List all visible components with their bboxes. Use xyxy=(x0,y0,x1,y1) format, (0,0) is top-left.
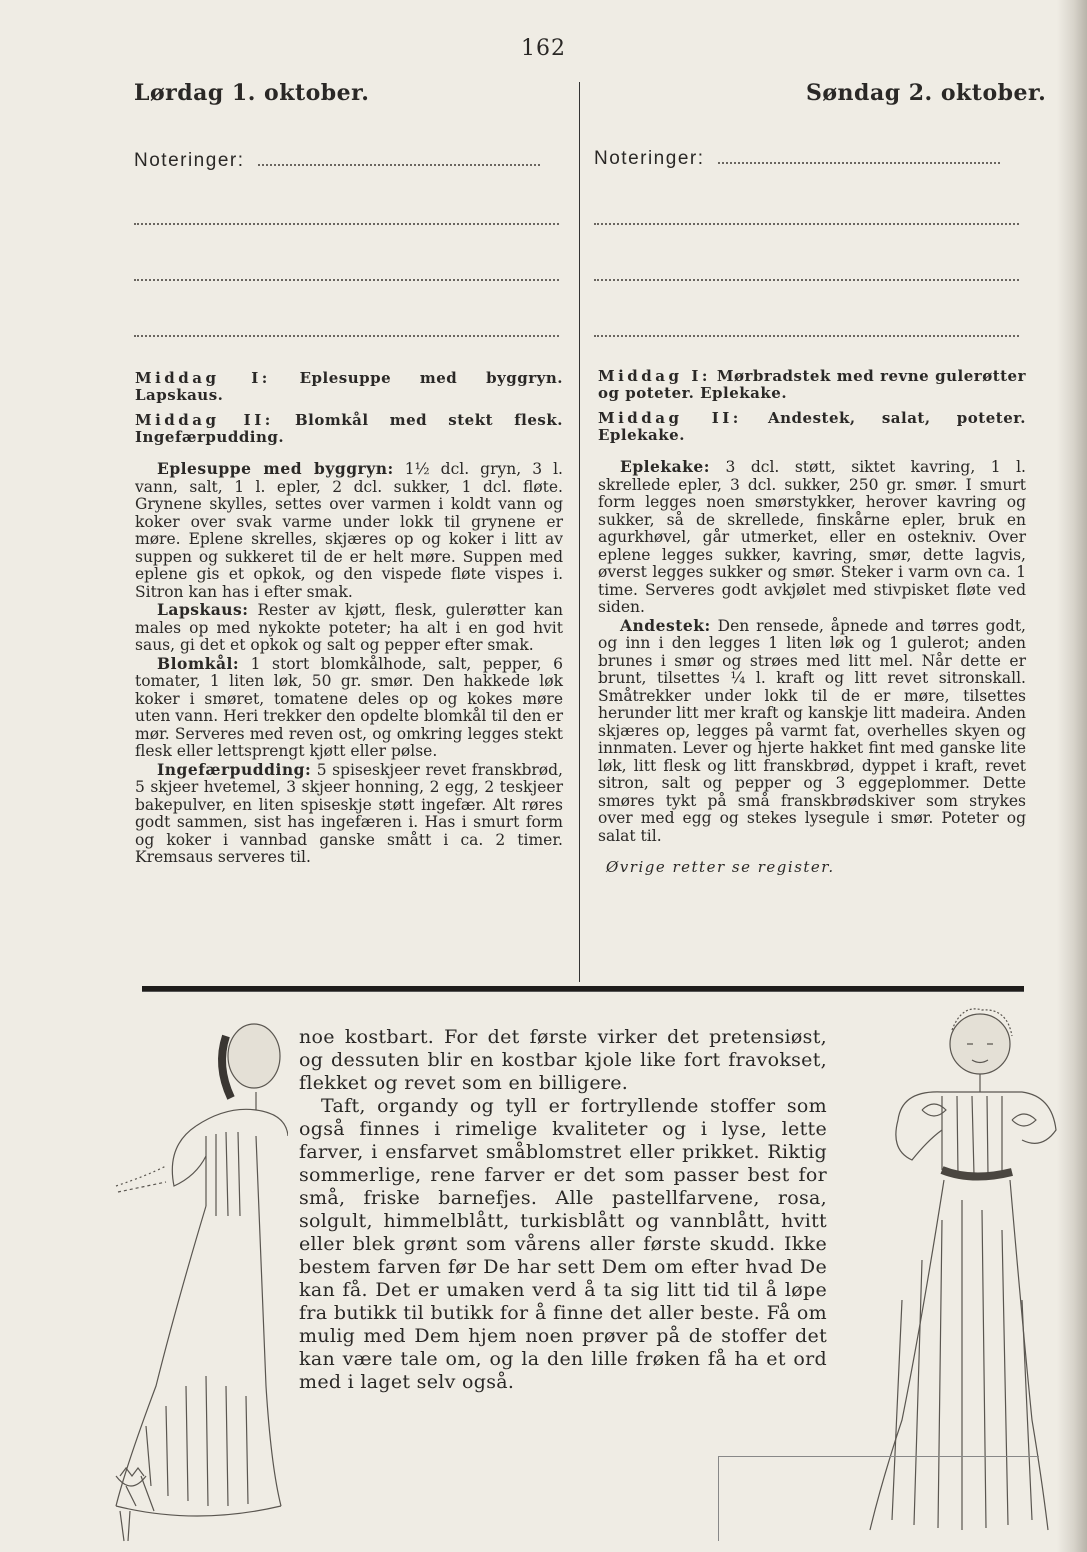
page-edge-shadow xyxy=(1057,0,1087,1552)
sunday-notes xyxy=(594,148,1019,337)
sunday-menu-1: Middag I: Mørbradstek med revne gulerøtter og poteter. Eplekake. xyxy=(598,367,1026,402)
sunday-column xyxy=(598,368,1026,892)
recipe-eplekake: Eplekake: 3 dcl. støtt, siktet kavring, 1 l. skrellede epler, 3 dcl. sukker, 250 gr. smør. I smurt form legges noen smørstykker, herover kavring og sukker, så de skrellede, finskårne epler, bruk en agurkhøvel, går utmerket, eller en ostekniv. Over eplene legges sukker, kavring, smør, dette lagvis, øverst legges sukker og smør. Steker i varm ovn ca. 1 time. Serveres godt avkjølet med stivpisket fløte ved siden. xyxy=(598,457,1026,616)
notes-dotted-line xyxy=(258,163,540,166)
page-number: 162 xyxy=(521,36,566,61)
recipe-lapskaus: Lapskaus: Rester av kjøtt, flesk, gulerøtter kan males op med nykokte poteter; ha alt i en god hvit saus, gi det et opkok og salt og pepper efter smak. xyxy=(135,600,564,654)
saturday-notes xyxy=(134,150,559,337)
girl-dress-illustration-left xyxy=(56,1006,288,1546)
notes-dotted-line xyxy=(594,222,1019,225)
saturday-column xyxy=(135,370,563,867)
notes-dotted-line xyxy=(134,278,559,281)
saturday-menu-1: Middag I: Eplesuppe med byggryn. Lapskaus. xyxy=(135,369,563,404)
article-paragraph-1: noe kostbart. For det første virker det pretensiøst, og dessuten blir en kostbar kjole like fort fravokset, flekket og revet som en billigere. xyxy=(299,1026,827,1094)
sunday-menu-2: Middag II: Andestek, salat, poteter. Eplekake. xyxy=(598,409,1026,444)
recipe-blomkal: Blomkål: 1 stort blomkålhode, salt, pepper, 6 tomater, 1 liten løk, 50 gr. smør. Den hakkede løk koker i smøret, tomatene deles op og kokes møre uten vann. Heri trekker den opdelte blomkål til den er mør. Serveres med reven ost, og omkring legges stekt flesk eller lettsprengt kjøtt eller pølse. xyxy=(135,653,563,760)
recipe-ingefaerpudding: Ingefærpudding: 5 spiseskjeer revet franskbrød, 5 skjeer hvetemel, 3 skjeer honning, 2 egg, 2 teskjeer bakepulver, en liten spiseskje støtt ingefær. Alt røres godt sammen, sist has ingefæren i. Has i smurt form og koker i vannbad ganske smått i ca. 2 timer. Kremsaus serveres til. xyxy=(135,759,563,866)
saturday-title: Lørdag 1. oktober. xyxy=(134,80,370,106)
notes-dotted-line xyxy=(134,334,559,337)
saturday-menu-2: Middag II: Blomkål med stekt flesk. Ingefærpudding. xyxy=(135,411,563,446)
corner-frame xyxy=(718,1456,1039,1541)
notes-dotted-line xyxy=(134,222,559,225)
notes-dotted-line xyxy=(594,278,1019,281)
notes-dotted-line xyxy=(594,334,1019,337)
sunday-notes-label: Noteringer: xyxy=(594,148,705,169)
notes-dotted-line xyxy=(718,161,1000,164)
article-text xyxy=(299,1026,827,1394)
register-footnote: Øvrige retter se register. xyxy=(606,858,835,876)
column-divider xyxy=(579,82,580,982)
article-paragraph-2: Taft, organdy og tyll er fortryllende stoffer som også finnes i rimelige kvaliteter og i lyse, lette farver, i ensfarvet småblomstret eller prikket. Riktig sommerlige, rene farver er det som passer best for små, friske barnefjes. Alle pastellfarvene, rosa, solgult, himmelblått, turkisblått og vannblått, hvitt eller blek grønt som vårens aller første skudd. Ikke bestem farven før De har sett Dem om efter hvad De kan få. Det er umaken verd å ta sig litt tid til å løpe fra butikk til butikk for å finne det aller beste. Få om mulig med Dem hjem noen prøver på de stoffer det kan være tale om, og la den lille frøken få ha et ord med i laget selv også. xyxy=(299,1095,827,1393)
section-rule xyxy=(142,986,1024,992)
saturday-notes-label: Noteringer: xyxy=(134,150,245,171)
sunday-title: Søndag 2. oktober. xyxy=(806,80,1047,106)
recipe-andestek: Andestek: Den rensede, åpnede and tørres godt, og inn i den legges 1 liten løk og 1 gulerot; anden brunes i smør og strøes med litt mel. Når dette er brunt, tilsettes ¼ l. kraft og litt revet sitronskall. Småtrekker under lokk til de er møre, tilsettes herunder litt mer kraft og kanskje litt madeira. Anden skjæres op, legges på varmt fat, overhelles skyen og innmaten. Lever og hjerte hakket fint med ganske lite løk, litt flesk og litt franskbrød, dyppet i kraft, revet sitron, salt og pepper og 3 eggeplommer. Dette smøres tykt på små franskbrødskiver som strykes over med egg og stekes lysegule i smør. Poteter og salat til. xyxy=(598,615,1026,845)
recipe-eplesuppe: Eplesuppe med byggryn: 1½ dcl. gryn, 3 l. vann, salt, 1 l. epler, 2 dcl. sukker, 1 dcl. fløte. Grynene skylles, settes over varmen i koldt vann og koker over svak varme under lokk til grynene er møre. Eplene skrelles, skjæres op og koker i litt av suppen og sukkeret til de er helt møre. Suppen med eplene gis et opkok, og den vispede fløte vispes i. Sitron kan has i efter smak. xyxy=(135,459,563,601)
